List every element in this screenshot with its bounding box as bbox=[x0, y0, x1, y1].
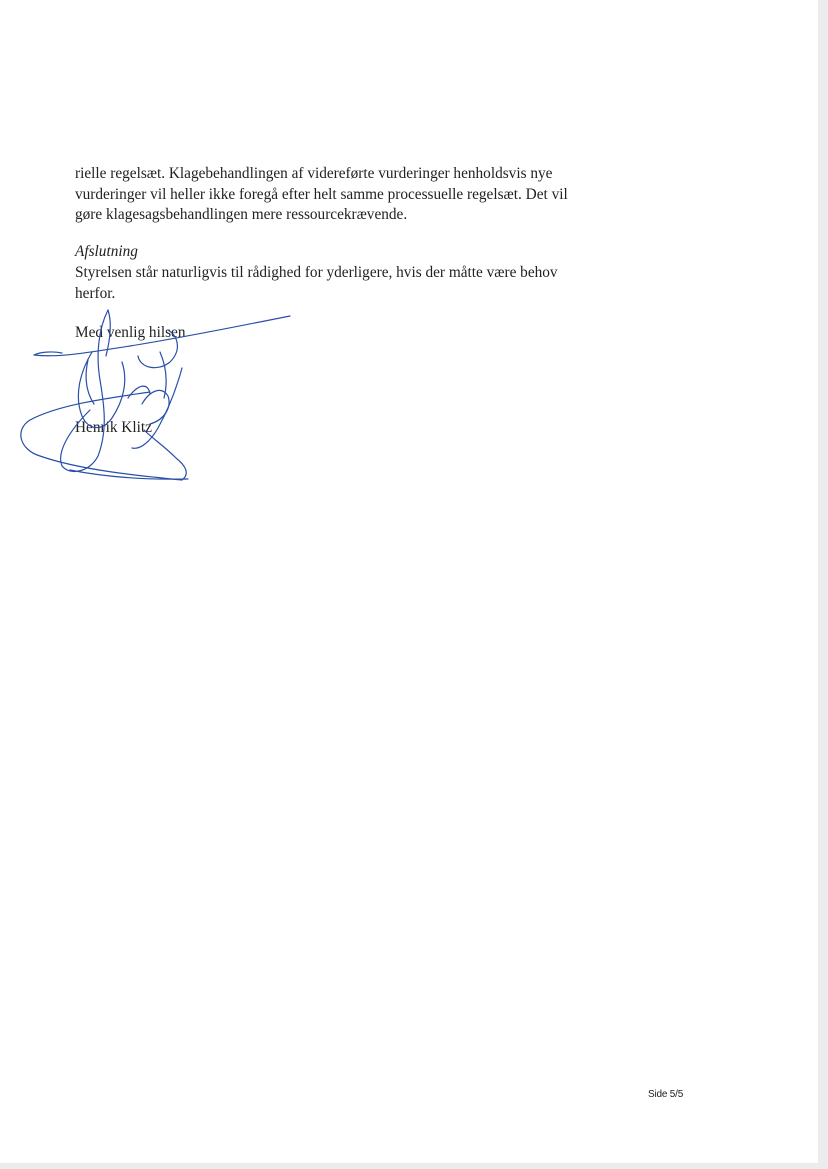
body-line: rielle regelsæt. Klagebehandlingen af videreførte vurderinger henholdsvis nye bbox=[75, 165, 553, 182]
section-heading: Afslutning bbox=[75, 243, 138, 260]
body-line: vurderinger vil heller ikke foregå efter helt samme processuelle regelsæt. Det vil bbox=[75, 185, 568, 203]
body-paragraph bbox=[75, 164, 635, 226]
signer-name: Henrik Klitz bbox=[75, 419, 152, 436]
closing-line: Styrelsen står naturligvis til rådighed for yderligere, hvis der måtte være behov bbox=[75, 264, 558, 281]
salutation: Med venlig hilsen bbox=[75, 324, 186, 341]
page-number: Side 5/5 bbox=[648, 1089, 684, 1100]
body-line: gøre klagesagsbehandlingen mere ressourcekrævende. bbox=[75, 206, 408, 223]
closing-line: herfor. bbox=[75, 284, 116, 302]
closing-paragraph bbox=[75, 263, 635, 304]
